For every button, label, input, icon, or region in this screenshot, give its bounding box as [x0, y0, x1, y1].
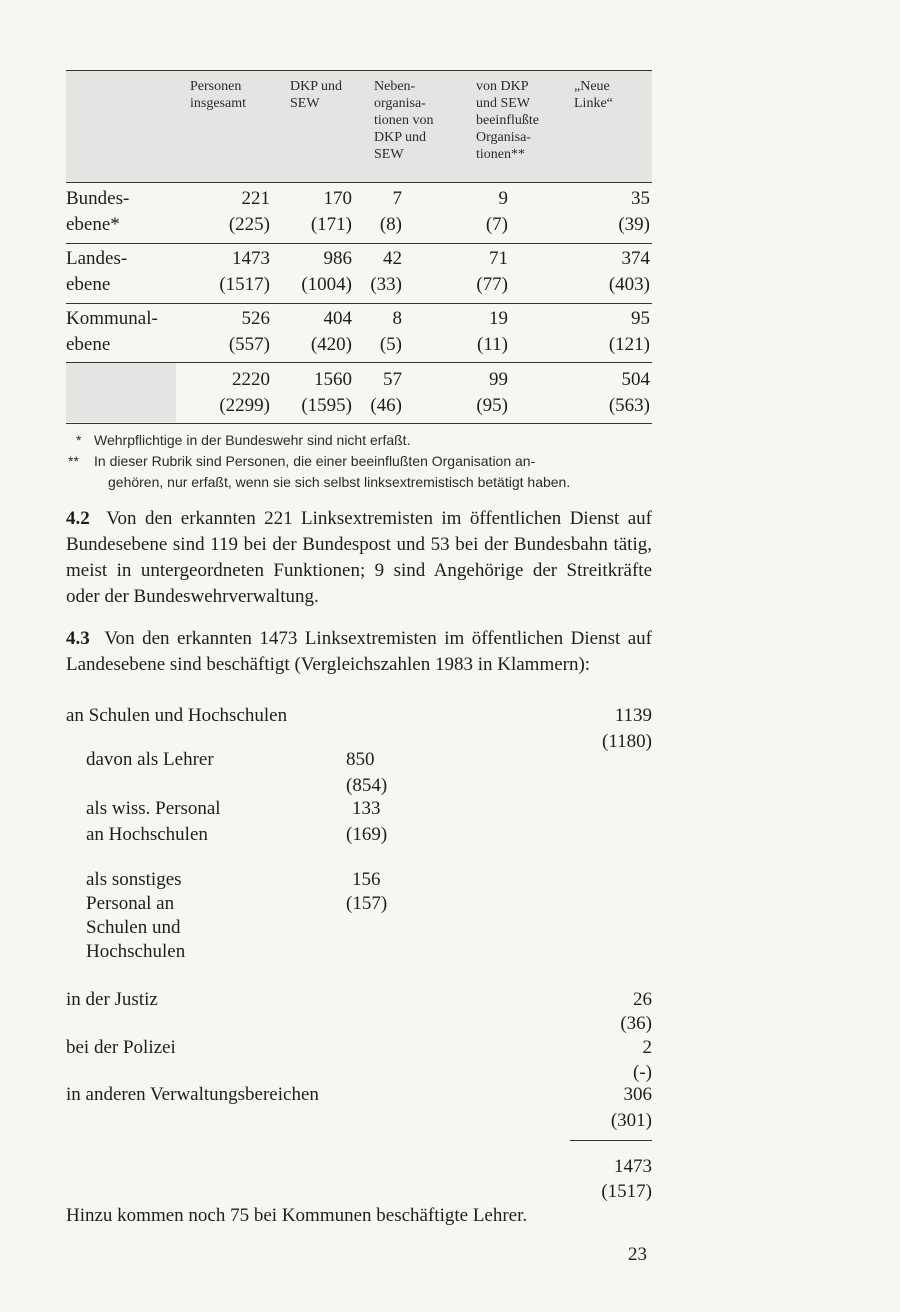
footnote-2-line-2: gehören, nur erfaßt, wenn sie sich selbst linksextremistisch betätigt haben. [108, 474, 571, 490]
schools-label: an Schulen und Hochschulen [66, 705, 288, 726]
schools-value: 1139 [614, 705, 652, 726]
cell-total-dkp: 1560 (1595) [301, 369, 352, 416]
total-value: 1473 [614, 1156, 652, 1177]
cell-state-influenced: 71 (77) [476, 248, 508, 295]
table-rule-bottom [66, 423, 652, 424]
cell-state-total: 1473 (1517) [219, 248, 270, 295]
column-header-dkp: DKP und SEW [290, 79, 342, 111]
table-rule-row2 [66, 303, 652, 304]
total-row-shade [66, 362, 176, 422]
section-4-2-number: 4.2 [66, 508, 90, 529]
cell-municipal-new-left: 95 (121) [608, 308, 650, 355]
cell-federal-new-left: 35 (39) [618, 188, 650, 235]
cell-municipal-total: 526 (557) [228, 308, 270, 355]
table-header-shade [66, 70, 652, 182]
page-number: 23 [628, 1244, 647, 1265]
table-rule-row3 [66, 362, 652, 363]
cell-total-new-left: 504 (563) [608, 369, 650, 416]
other-staff-label-line-1: als sonstiges [86, 869, 182, 890]
column-header-new-left: „Neue Linke“ [574, 79, 613, 111]
admin-label: in anderen Verwaltungsbereichen [66, 1084, 319, 1105]
justice-label: in der Justiz [66, 989, 158, 1010]
cell-total-influenced: 99 (95) [476, 369, 508, 416]
row-label-federal: Bundes- ebene* [66, 188, 130, 235]
cell-state-sub-orgs: 42 (33) [370, 248, 402, 295]
cell-federal-sub-orgs: 7 (8) [379, 188, 402, 235]
teachers-prev: (854) [346, 775, 388, 796]
row-label-municipal: Kommunal- ebene [66, 308, 158, 355]
footnote-2-mark: ** [68, 453, 79, 469]
table-rule-row1 [66, 243, 652, 244]
column-header-sub-orgs: Neben- organisa- tionen von DKP und SEW [374, 79, 434, 162]
cell-state-dkp: 986 (1004) [301, 248, 352, 295]
cell-total-sub-orgs: 57 (46) [370, 369, 402, 416]
other-staff-label-line-2: Personal an [86, 893, 175, 914]
footnote-1: Wehrpflichtige in der Bundeswehr sind nicht erfaßt. [94, 432, 411, 448]
cell-municipal-dkp: 404 (420) [310, 308, 352, 355]
admin-prev: (301) [610, 1110, 652, 1131]
section-4-3 [66, 626, 652, 678]
cell-federal-dkp: 170 (171) [310, 188, 352, 235]
cell-municipal-influenced: 19 (11) [477, 308, 508, 355]
police-value: 2 [642, 1037, 652, 1058]
other-staff-label-line-4: Hochschulen [86, 941, 186, 962]
cell-federal-total: 221 (225) [228, 188, 270, 235]
column-header-total: Personen insgesamt [190, 79, 246, 111]
other-staff-label-line-3: Schulen und [86, 917, 181, 938]
academic-value: 133 [352, 798, 381, 819]
cell-federal-influenced: 9 (7) [485, 188, 508, 235]
police-prev: (-) [633, 1062, 652, 1083]
academic-label-line-1: als wiss. Personal [86, 798, 221, 819]
admin-value: 306 [623, 1084, 652, 1105]
sum-rule [570, 1140, 652, 1141]
section-4-3-number: 4.3 [66, 628, 90, 649]
justice-prev: (36) [620, 1013, 652, 1034]
table-rule-top [66, 70, 652, 71]
other-staff-prev: (157) [346, 893, 388, 914]
row-label-state: Landes- ebene [66, 248, 128, 295]
total-prev: (1517) [601, 1181, 652, 1202]
schools-prev: (1180) [602, 731, 652, 752]
section-4-2-text: Von den erkannten 221 Linksextremisten im öffentlichen Dienst auf Bundesebene sind 119 bei der Bundespost und 53 bei der Bundesbahn tätig, meist in untergeordneten Funktionen; 9 sind Angehörige der Streitkräfte oder der Bundeswehrverwaltung. [66, 508, 652, 607]
cell-municipal-sub-orgs: 8 (5) [379, 308, 402, 355]
teachers-label: davon als Lehrer [86, 749, 214, 770]
cell-total-total: 2220 (2299) [219, 369, 270, 416]
section-4-3-text: Von den erkannten 1473 Linksextremisten im öffentlichen Dienst auf Landesebene sind beschäftigt (Vergleichszahlen 1983 in Klammern): [66, 628, 652, 675]
column-header-influenced: von DKP und SEW beeinflußte Organisa- tionen** [476, 79, 539, 162]
closing-sentence: Hinzu kommen noch 75 bei Kommunen beschäftigte Lehrer. [66, 1205, 528, 1226]
justice-value: 26 [633, 989, 652, 1010]
academic-prev: (169) [346, 824, 388, 845]
table-rule-header [66, 182, 652, 183]
footnote-1-mark: * [76, 432, 82, 448]
cell-state-new-left: 374 (403) [608, 248, 650, 295]
police-label: bei der Polizei [66, 1037, 176, 1058]
teachers-value: 850 [346, 749, 375, 770]
other-staff-value: 156 [352, 869, 381, 890]
section-4-2 [66, 506, 652, 610]
academic-label-line-2: an Hochschulen [86, 824, 208, 845]
footnote-2-line-1: In dieser Rubrik sind Personen, die einer beeinflußten Organisation an- [94, 453, 536, 469]
